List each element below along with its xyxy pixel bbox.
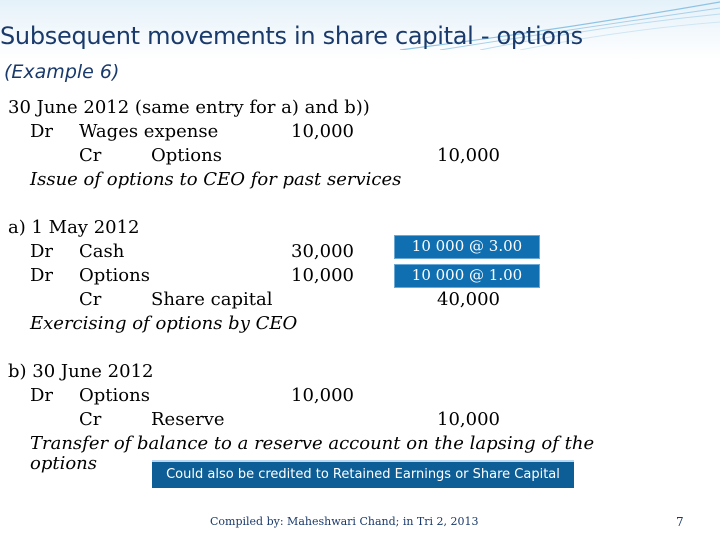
- entry-a-cr-account: Share capital: [151, 289, 273, 310]
- entry1-cr-account: Options: [151, 145, 222, 166]
- entry1-dr-label: Dr: [30, 121, 54, 142]
- entry1-narration: Issue of options to CEO for past services: [30, 169, 402, 190]
- entry-b-dr-account: Options: [79, 385, 150, 406]
- entry-a-narration: Exercising of options by CEO: [30, 313, 298, 334]
- entry-a-dr2-account: Options: [79, 265, 150, 286]
- entry-a-dr2-label: Dr: [30, 265, 54, 286]
- entry1-date: 30 June 2012 (same entry for a) and b)): [8, 97, 370, 118]
- page-number: 7: [676, 515, 684, 529]
- entry1-cr-label: Cr: [79, 145, 102, 166]
- footer-credit: Compiled by: Maheshwari Chand; in Tri 2, 2013: [210, 515, 479, 528]
- entry-a-dr1-label: Dr: [30, 241, 54, 262]
- entry-b-cr-label: Cr: [79, 409, 102, 430]
- entry-a-cr-amount: 40,000: [437, 289, 500, 310]
- entry-b-dr-label: Dr: [30, 385, 54, 406]
- slide-subtitle: (Example 6): [4, 61, 120, 83]
- entry-a-dr1-account: Cash: [79, 241, 125, 262]
- entry-a-cr-label: Cr: [79, 289, 102, 310]
- entry1-dr-amount: 10,000: [291, 121, 354, 142]
- entry-a-date: a) 1 May 2012: [8, 217, 140, 238]
- entry-b-dr-amount: 10,000: [291, 385, 354, 406]
- entry-b-narration-line2: options: [30, 453, 98, 474]
- slide-title: Subsequent movements in share capital - options: [0, 22, 583, 50]
- entry-b-date: b) 30 June 2012: [8, 361, 154, 382]
- entry-b-cr-account: Reserve: [151, 409, 225, 430]
- retained-earnings-note-box: Could also be credited to Retained Earnings or Share Capital: [152, 460, 574, 488]
- entry-a-dr1-amount: 30,000: [291, 241, 354, 262]
- entry-a-dr2-amount: 10,000: [291, 265, 354, 286]
- entry1-dr-account: Wages expense: [79, 121, 219, 142]
- entry-b-cr-amount: 10,000: [437, 409, 500, 430]
- calc-box-cash: 10 000 @ 3.00: [394, 235, 540, 259]
- calc-box-options: 10 000 @ 1.00: [394, 264, 540, 288]
- entry1-cr-amount: 10,000: [437, 145, 500, 166]
- entry-b-narration-line1: Transfer of balance to a reserve account on the lapsing of the: [30, 433, 595, 454]
